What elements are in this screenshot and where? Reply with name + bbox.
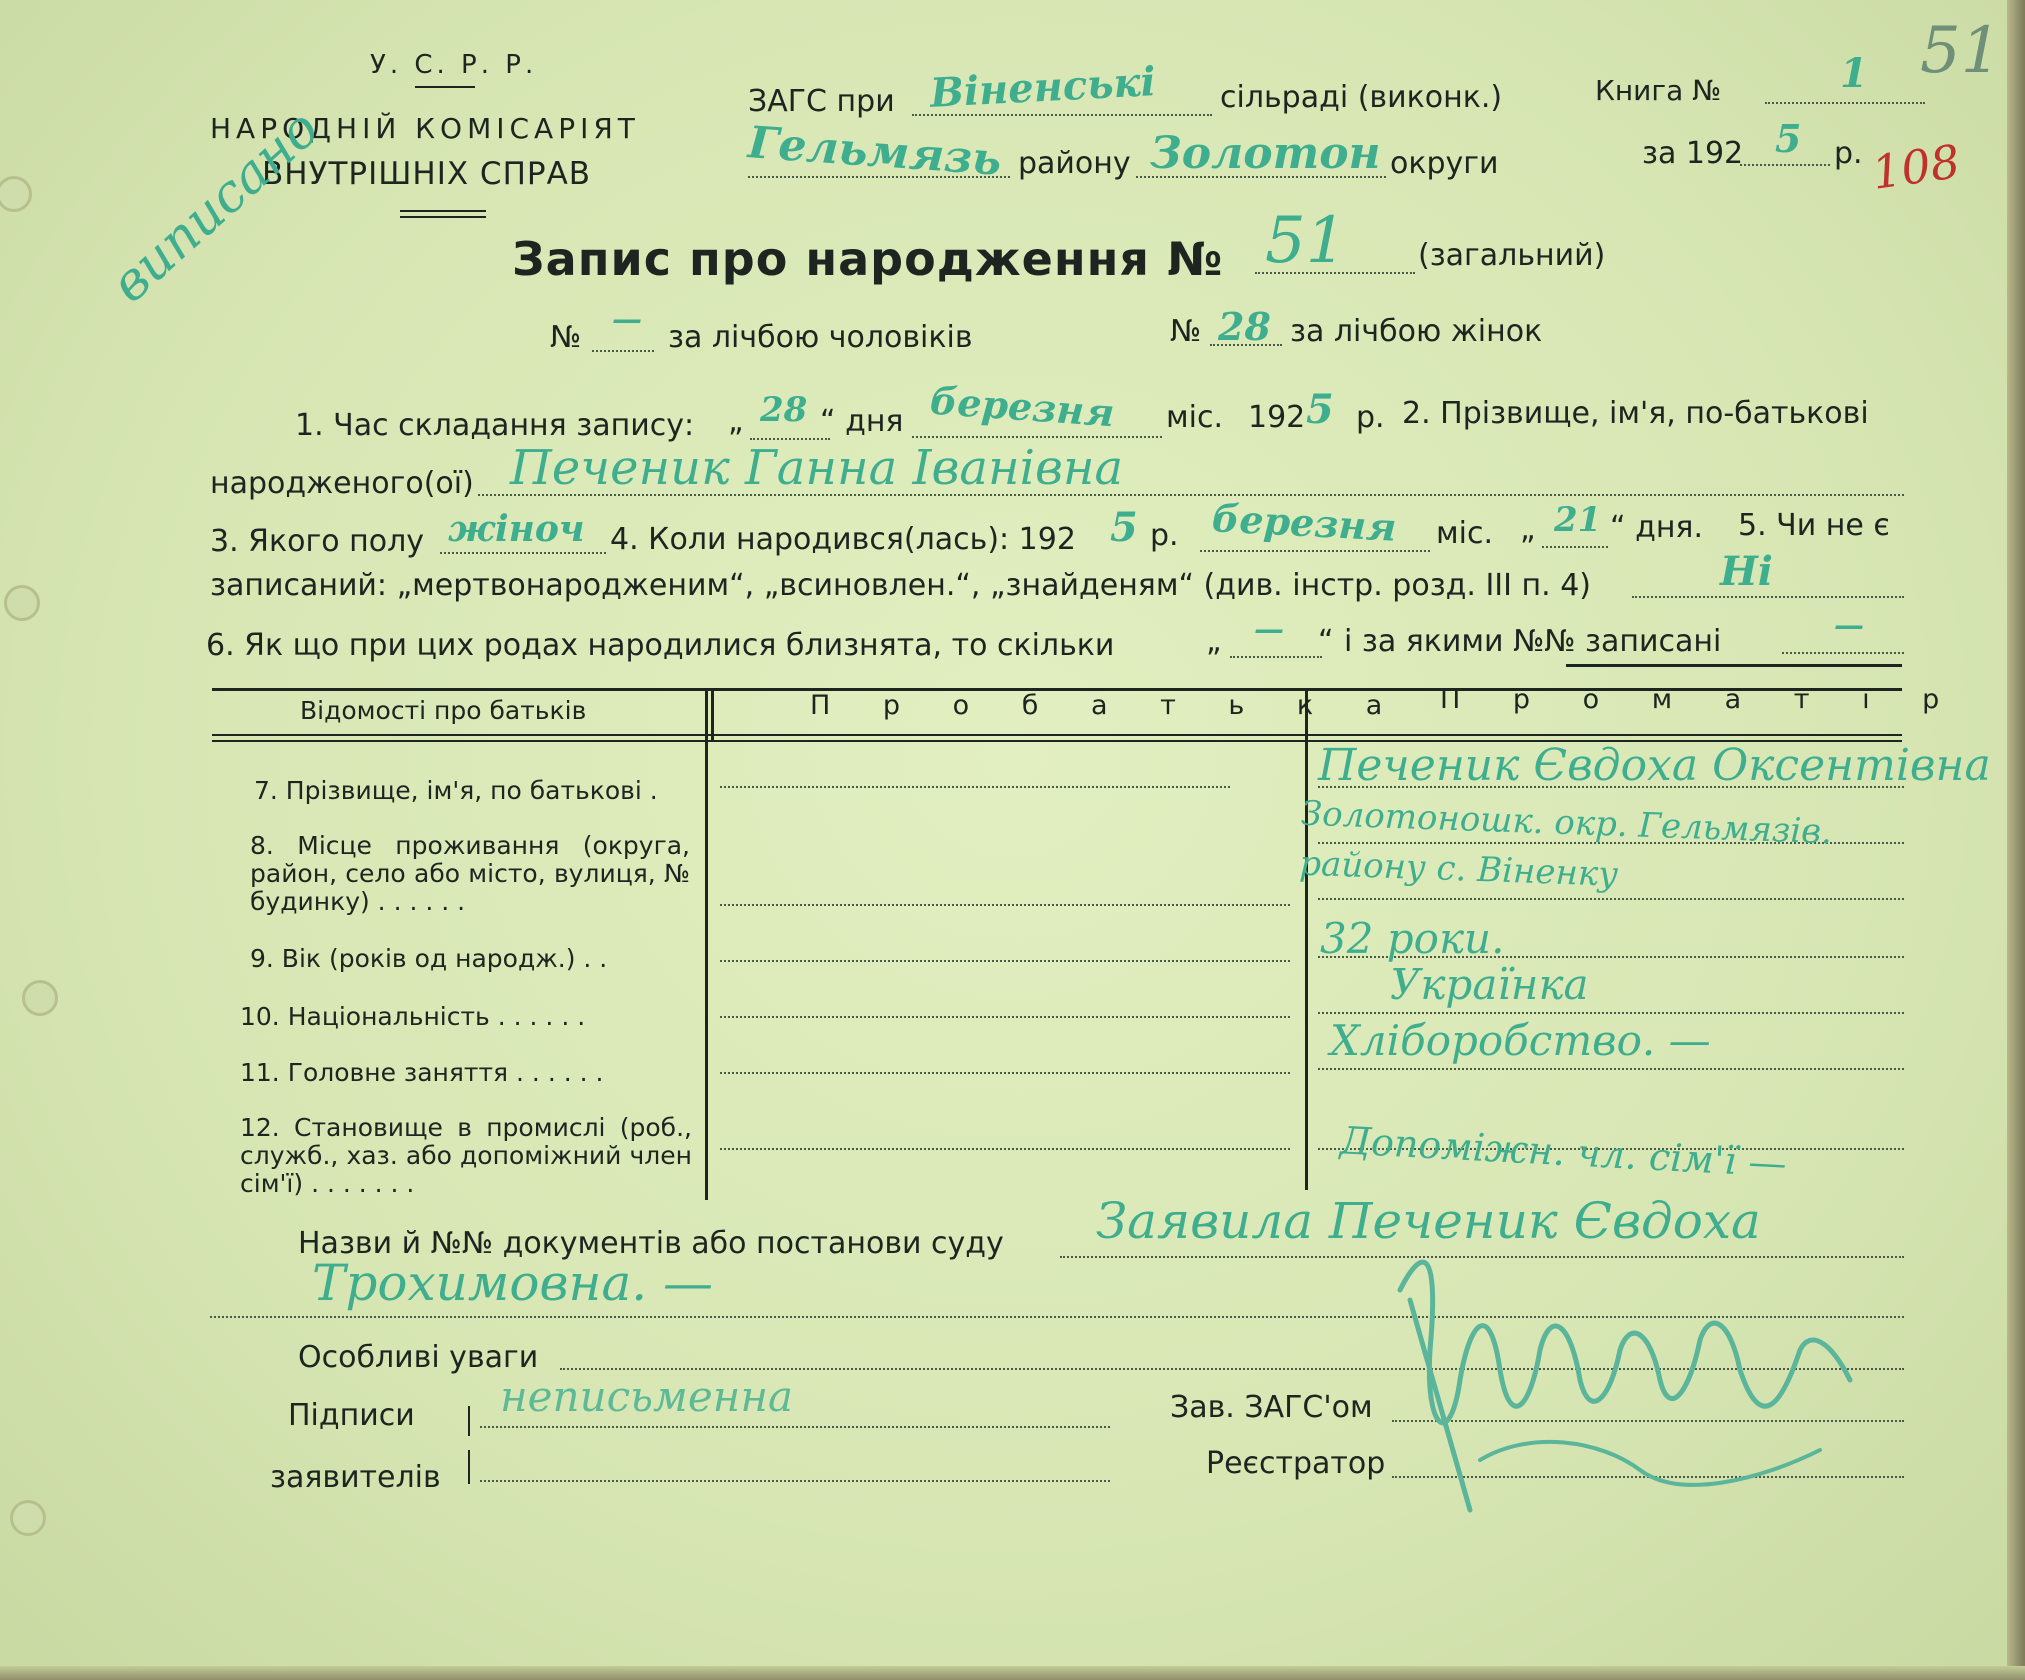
field-1-day-value: 28 [760, 390, 808, 430]
table-top-rule-short [1566, 664, 1902, 667]
field-4-year-digit: 5 [1110, 504, 1138, 551]
book-number-line [1765, 102, 1925, 104]
mother-name-value: Печеник Євдоха Оксентівна [1318, 740, 1991, 791]
field-6-label: 6. Як що при цих родах народилися близнята, то скільки [206, 628, 1115, 663]
field-4-day-close: “ дня. [1610, 510, 1704, 545]
father-row-line [720, 960, 1290, 962]
table-column-divider [705, 690, 708, 1200]
field-1-month-value: березня [928, 377, 1116, 436]
field-4-year-suffix: р. [1150, 518, 1179, 553]
field-1-month-label: міс. [1166, 400, 1223, 435]
field-2-value: Печеник Ганна Іванівна [510, 440, 1124, 496]
men-count-label: за лічбою чоловіків [668, 320, 973, 355]
signature-stroke [1480, 1442, 1820, 1485]
mother-nationality-value: Українка [1390, 960, 1589, 1009]
book-number-value: 1 [1840, 50, 1868, 97]
table-col-mother: П р о м а т і р [1440, 684, 1962, 715]
field-5-value: Ні [1720, 548, 1773, 595]
ussr-header: У. С. Р. Р. [370, 50, 538, 80]
applicants-line2 [480, 1480, 1110, 1482]
book-label: Книга № [1595, 74, 1722, 107]
district-value: Гельмязь [746, 117, 1004, 186]
field-3-label: 3. Якого полу [210, 524, 425, 559]
field-4-month-label: міс. [1436, 516, 1493, 551]
mother-occupation-value: Хліборобство. — [1330, 1016, 1711, 1065]
remarks-label: Особливі уваги [298, 1340, 539, 1375]
field-3-value: жіноч [448, 508, 585, 550]
zags-village-value: Віненські [928, 58, 1157, 117]
field-1-day-close: “ дня [820, 404, 904, 439]
district-label: району [1018, 146, 1131, 181]
field-1-year-suffix: р. [1356, 400, 1385, 435]
okrug-label: округи [1390, 146, 1499, 181]
signature-stroke [1410, 1300, 1470, 1510]
field-6-value: — [1254, 612, 1284, 647]
field-2-label-cont: народженого(ої) [210, 466, 474, 501]
divider [400, 216, 486, 218]
field-6-quote-close: “ [1318, 624, 1334, 659]
field-4-day-line [1542, 546, 1608, 548]
punch-hole [22, 980, 58, 1016]
table-col-info: Відомості про батьків [300, 696, 587, 725]
commissariat-line1: НАРОДНІЙ КОМІСАРІЯТ [210, 112, 640, 145]
mother-row-line [1318, 1068, 1904, 1070]
table-row-label: 9. Вік (років од народж.) . . [250, 944, 608, 973]
men-count-line [592, 350, 654, 352]
punch-hole [4, 585, 40, 621]
council-label: сільраді (виконк.) [1220, 80, 1503, 115]
year-digit: 5 [1775, 116, 1802, 161]
field-6-quote-open: „ [1206, 624, 1222, 659]
field-6-value2: — [1834, 608, 1864, 643]
applicants-value: неписьменна [500, 1372, 794, 1421]
record-title: Запис про народження № [512, 232, 1224, 286]
signature-bracket [468, 1450, 470, 1484]
corner-number: 51 [1920, 14, 2002, 88]
women-count-label: за лічбою жінок [1290, 314, 1543, 349]
field-1-year-digit: 5 [1306, 386, 1334, 433]
mother-residence-value: Золотоношк. окр. Гельмязів. району с. Віненку [1298, 793, 1833, 895]
field-1-day-open: „ [728, 404, 744, 439]
field-6-line [1230, 656, 1322, 658]
table-row-label: 8. Місце проживання (округа, район, село або місто, вулиця, № будинку) . . . . . . [250, 831, 690, 916]
table-header-rule [212, 734, 1902, 736]
margin-note: виписано [100, 98, 331, 315]
head-signature [1380, 1230, 1900, 1530]
applicants-line1 [480, 1426, 1110, 1428]
punch-hole [10, 1500, 46, 1536]
applicants-label1: Підписи [288, 1398, 415, 1433]
head-label: Зав. ЗАГС'ом [1170, 1390, 1373, 1425]
men-count-prefix: № [550, 320, 582, 355]
field-6-line2 [1782, 652, 1904, 654]
field-4-day-value: 21 [1554, 500, 1602, 540]
field-6-label-cont: і за якими №№ записані [1344, 624, 1722, 659]
mother-age-value: 32 роки. [1320, 914, 1505, 963]
field-4-month-value: березня [1210, 495, 1398, 550]
field-5-line [1632, 596, 1904, 598]
year-line [1740, 164, 1830, 166]
field-5-label: 5. Чи не є [1738, 508, 1890, 543]
year-label: за 192 [1642, 136, 1744, 171]
field-3-line [440, 552, 606, 554]
paper-edge-bottom [0, 1666, 2025, 1680]
father-row-line [720, 786, 1230, 788]
men-count-value: — [612, 302, 642, 337]
registrar-label: Реєстратор [1206, 1446, 1386, 1481]
documents-label: Назви й №№ документів або постанови суду [298, 1226, 1004, 1261]
table-row-label: 7. Прізвище, ім'я, по батькові . [254, 776, 658, 805]
mother-row-line [1318, 1012, 1904, 1014]
women-count-value: 28 [1218, 304, 1271, 349]
divider [415, 86, 475, 88]
father-row-line [720, 1016, 1290, 1018]
year-suffix: р. [1834, 136, 1863, 171]
documents-value-line2: Трохимовна. — [312, 1254, 714, 1312]
record-number: 51 [1265, 204, 1347, 278]
table-row-label: 10. Національність . . . . . . [240, 1002, 586, 1031]
field-4-month-line [1200, 550, 1430, 552]
table-column-divider2 [711, 690, 714, 740]
mother-position-value: Допоміжн. чл. сім'ї — [1339, 1118, 1788, 1186]
field-1-month-line [912, 436, 1162, 438]
women-count-prefix: № [1170, 314, 1202, 349]
father-row-line [720, 1072, 1290, 1074]
field-4-day-open: „ [1520, 512, 1536, 547]
father-row-line [720, 1148, 1290, 1150]
field-2-label: 2. Прізвище, ім'я, по-батькові [1402, 396, 1869, 431]
signature-stroke [1400, 1262, 1850, 1423]
okrug-value: Золотон [1150, 128, 1381, 179]
paper-edge-right [2007, 0, 2025, 1680]
table-column-divider-mother [1305, 690, 1308, 1190]
red-number: 108 [1868, 134, 1964, 200]
field-5-label-cont: записаний: „мертвонародженим“, „всиновлен.“, „знайденям“ (див. інстр. розд. III п. 4) [210, 568, 1592, 603]
divider [400, 210, 486, 212]
commissariat-line2: ВНУТРІШНІХ СПРАВ [262, 156, 592, 192]
applicants-label2: заявителів [270, 1460, 441, 1495]
table-col-father: П р о б а т ь к а [810, 690, 1405, 721]
table-row-label: 11. Головне заняття . . . . . . [240, 1058, 604, 1087]
documents-value-line1: Заявила Печеник Євдоха [1096, 1192, 1761, 1250]
table-row-label: 12. Становище в промислі (роб., служб., хаз. або допоміжний член сім'ї) . . . . . . . [240, 1113, 692, 1198]
signature-bracket [468, 1406, 470, 1436]
zags-prefix: ЗАГС при [748, 84, 895, 119]
field-1-year-prefix: 192 [1248, 400, 1306, 435]
field-4-label: 4. Коли народився(лась): 192 [610, 522, 1076, 557]
punch-hole [0, 176, 32, 212]
record-suffix: (загальний) [1418, 238, 1606, 273]
father-row-line [720, 904, 1290, 906]
field-1-label: 1. Час складання запису: [295, 408, 695, 443]
